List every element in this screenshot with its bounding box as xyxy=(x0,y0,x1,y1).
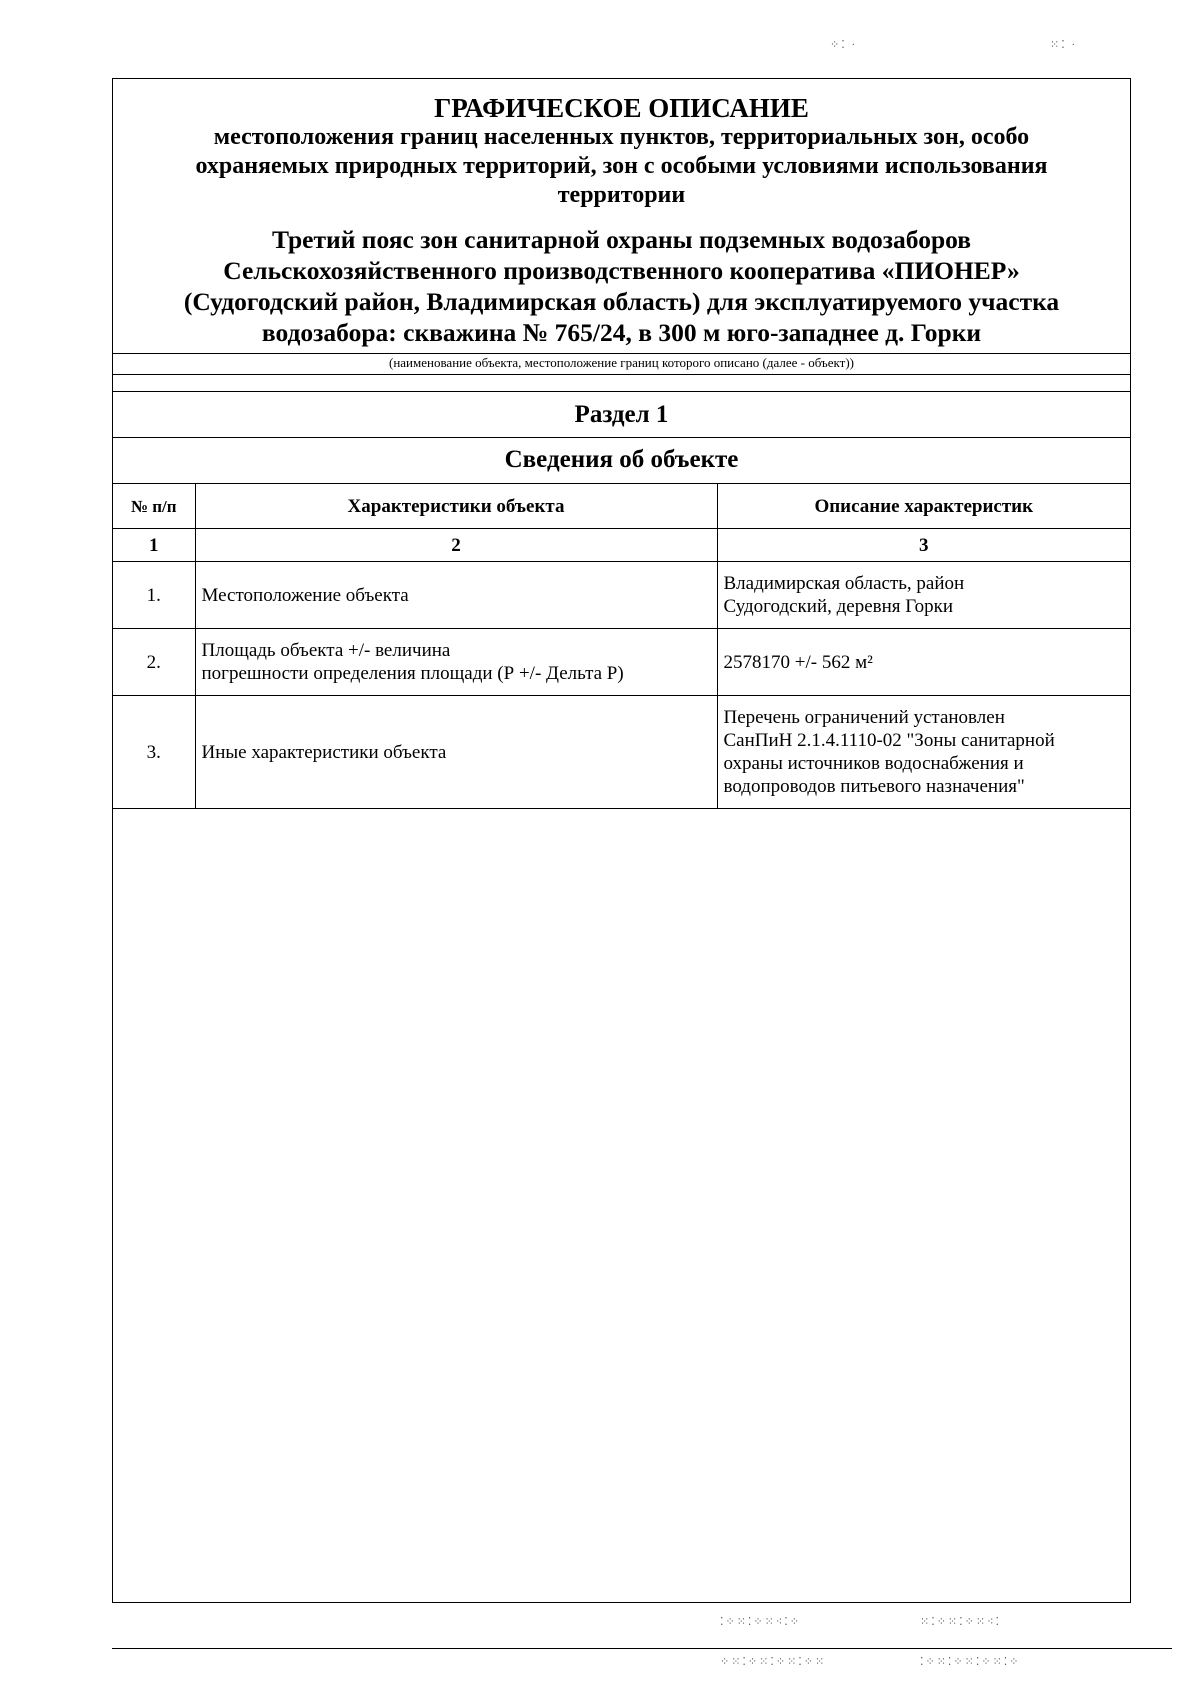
row-number-cell: 2. xyxy=(113,629,195,696)
table-row xyxy=(113,562,1130,629)
characteristic-cell xyxy=(195,629,717,696)
characteristic-line: Площадь объекта +/- величина xyxy=(201,640,451,661)
header-cell-number: № п/п xyxy=(113,484,195,529)
column-number-cell: 2 xyxy=(195,529,717,562)
document-subtitle xyxy=(113,123,1130,210)
scan-artifact: ⁘⁙⁚⁘⁙⁚⁘⁙⁚⁘⁙ xyxy=(720,1656,827,1668)
characteristic-cell xyxy=(195,562,717,629)
divider xyxy=(113,391,1130,392)
scan-artifact: ⁚⁘⁙⁚⁘⁙⁚⁘⁙⁚⁘ xyxy=(920,1656,1021,1668)
column-number-cell: 1 xyxy=(113,529,195,562)
description-line: водопроводов питьевого назначения" xyxy=(723,776,1025,797)
divider xyxy=(113,374,1130,375)
characteristic-cell xyxy=(195,696,717,809)
table-row xyxy=(113,629,1130,696)
document-title: ГРАФИЧЕСКОЕ ОПИСАНИЕ xyxy=(434,93,809,123)
subtitle-line: охраняемых природных территорий, зон с особыми условиями использования xyxy=(195,153,1048,179)
description-cell xyxy=(717,696,1130,809)
object-name-line: (Судогодский район, Владимирская область) для эксплуатируемого участка xyxy=(183,287,1060,316)
document-header xyxy=(113,79,1130,353)
subtitle-line: местоположения границ населенных пунктов, территориальных зон, особо xyxy=(213,124,1030,150)
object-info-table xyxy=(113,483,1130,809)
scan-artifact: ⁘⁚ · xyxy=(830,39,858,51)
description-line: Перечень ограничений установлен xyxy=(723,707,1005,728)
description-line: 2578170 +/- 562 м² xyxy=(723,651,873,673)
scan-artifact: ⁚⁘⁙⁚⁘⁙⁖⁚⁘ xyxy=(720,1616,802,1628)
bottom-rule xyxy=(112,1648,1172,1649)
table-header-row xyxy=(113,484,1130,529)
table-column-number-row xyxy=(113,529,1130,562)
scan-artifact: ⁙⁚⁘⁙⁚⁘⁙⁖⁚ xyxy=(920,1616,1002,1628)
header-cell-characteristic: Характеристики объекта xyxy=(195,484,717,529)
characteristic-line: Местоположение объекта xyxy=(201,584,409,606)
description-line: Судогодский, деревня Горки xyxy=(723,596,953,617)
subtitle-line: территории xyxy=(557,182,686,208)
object-name-line: Сельскохозяйственного производственного кооператива «ПИОНЕР» xyxy=(223,256,1020,285)
description-line: Владимирская область, район xyxy=(723,573,965,594)
row-number-cell: 3. xyxy=(113,696,195,809)
divider xyxy=(113,353,1130,354)
header-cell-description: Описание характеристик xyxy=(717,484,1130,529)
characteristic-line: погрешности определения площади (Р +/- Дельта Р) xyxy=(201,663,624,684)
characteristic-line: Иные характеристики объекта xyxy=(201,741,447,763)
row-number-cell: 1. xyxy=(113,562,195,629)
scan-artifact: ⁙⁚ · xyxy=(1050,39,1078,51)
object-name xyxy=(113,224,1130,348)
description-line: охраны источников водоснабжения и xyxy=(723,753,1024,774)
section-title: Раздел 1 xyxy=(574,401,669,428)
document-frame xyxy=(112,78,1131,1603)
description-cell xyxy=(717,629,1130,696)
description-line: СанПиН 2.1.4.1110-02 "Зоны санитарной xyxy=(723,730,1055,751)
object-name-line: водозабора: скважина № 765/24, в 300 м юго-западнее д. Горки xyxy=(261,318,982,347)
section-subtitle: Сведения об объекте xyxy=(504,446,739,473)
object-name-line: Третий пояс зон санитарной охраны подземных водозаборов xyxy=(271,225,972,254)
column-number-cell: 3 xyxy=(717,529,1130,562)
table-row xyxy=(113,696,1130,809)
description-cell xyxy=(717,562,1130,629)
object-caption: (наименование объекта, местоположение границ которого описано (далее - объект)) xyxy=(389,355,854,370)
